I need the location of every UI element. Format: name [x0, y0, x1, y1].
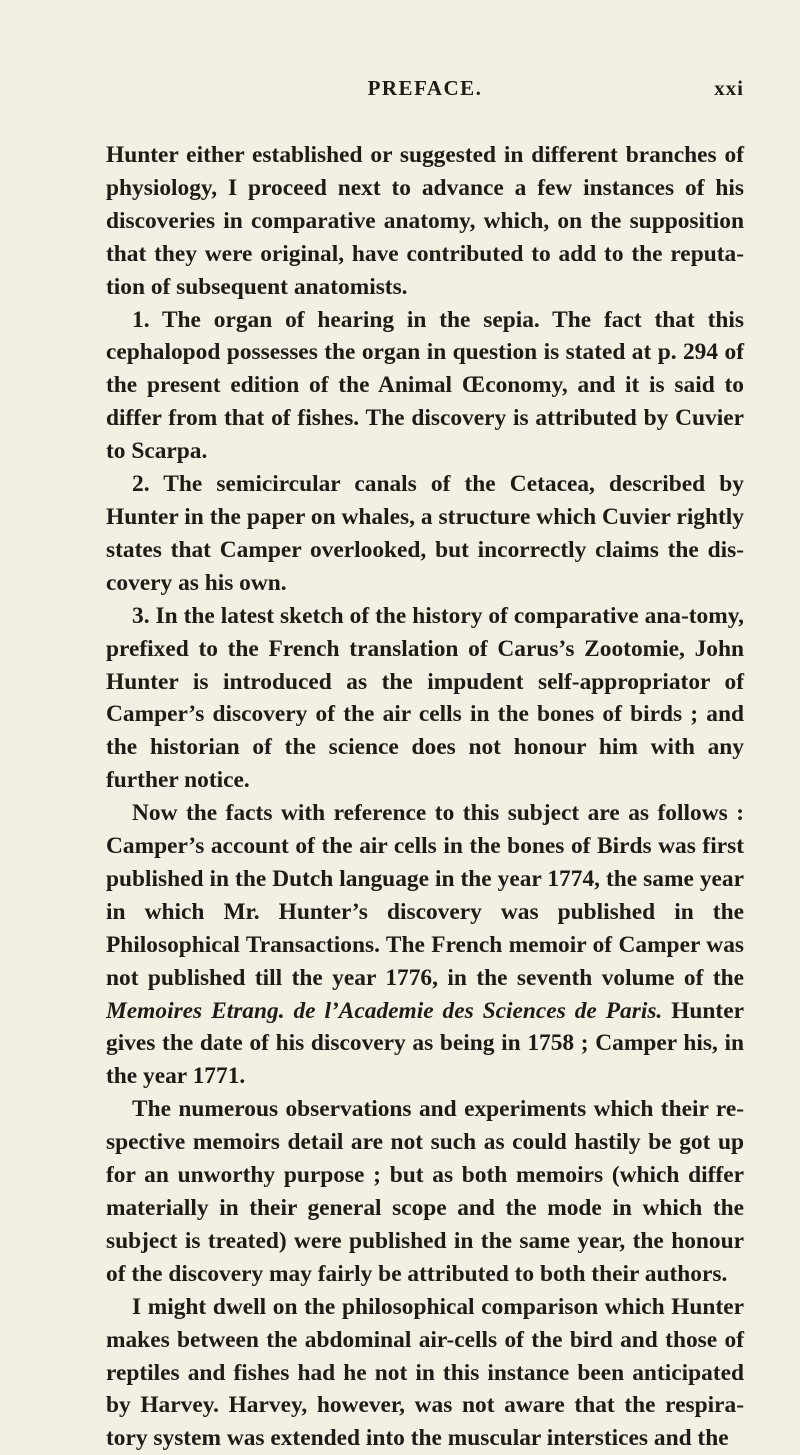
paragraph-facts-text-a: Now the facts with reference to this subject are as follows : Camper’s account of the air cells in the bones of Birds was first published in the Dutch language in the year 1774, the same year in which Mr. Hunter’s discovery was published in the Philosophical Transactions. The French memoir of Camper was not published till the year 1776, in the seventh volume of the — [106, 800, 744, 991]
body-text — [106, 139, 744, 1455]
paragraph-item-1: 1. The organ of hearing in the sepia. The fact that this cephalopod possesses the organ in question is stated at p. 294 of the present edition of the Animal Œconomy, and it is said to differ from that of fishes. The discovery is attributed by Cuvier to Scarpa. — [106, 306, 744, 465]
paragraph-facts — [106, 797, 744, 1093]
journal-title: Memoires Etrang. de l’Academie des Sciences de Paris. — [106, 997, 663, 1024]
running-header — [106, 76, 744, 106]
paragraph-observations: The numerous observations and experiments which their re-spective memoirs detail are not such as could hastily be got up for an unworthy purpose ; but as both memoirs (which differ materially in their general scope and the mode in which the subject is treated) were published in the same year, the honour of the discovery may fairly be attributed to both their authors. — [106, 1096, 744, 1287]
paragraph-comparison: I might dwell on the philosophical comparison which Hunter makes between the abdominal air-cells of the bird and those of reptiles and fishes had he not in this instance been anticipated by Harvey. Harvey, however, was not aware that the respira-tory system was extended into the muscular interstices and the — [106, 1293, 744, 1452]
paragraph-item-2: 2. The semicircular canals of the Cetacea, described by Hunter in the paper on whales, a structure which Cuvier rightly states that Camper overlooked, but incorrectly claims the dis-covery as his own. — [106, 471, 744, 596]
paragraph-continuation: Hunter either established or suggested in different branches of physiology, I proceed next to advance a few instances of his discoveries in comparative anatomy, which, on the supposition that they were original, have contributed to add to the reputa-tion of subsequent anatomists. — [106, 142, 744, 300]
header-title: PREFACE. — [367, 76, 483, 100]
paragraph-facts-text-b: Hunter gives the date of his discovery as being in 1758 ; Camper his, in the year 1771. — [106, 997, 744, 1090]
page-number: xxi — [714, 76, 744, 100]
paragraph-item-3: 3. In the latest sketch of the history of comparative ana-tomy, prefixed to the French translation of Carus’s Zootomie, John Hunter is introduced as the impudent self-appropriator of Camper’s discovery of the air cells in the bones of birds ; and the historian of the science does not honour him with any further notice. — [106, 602, 744, 794]
